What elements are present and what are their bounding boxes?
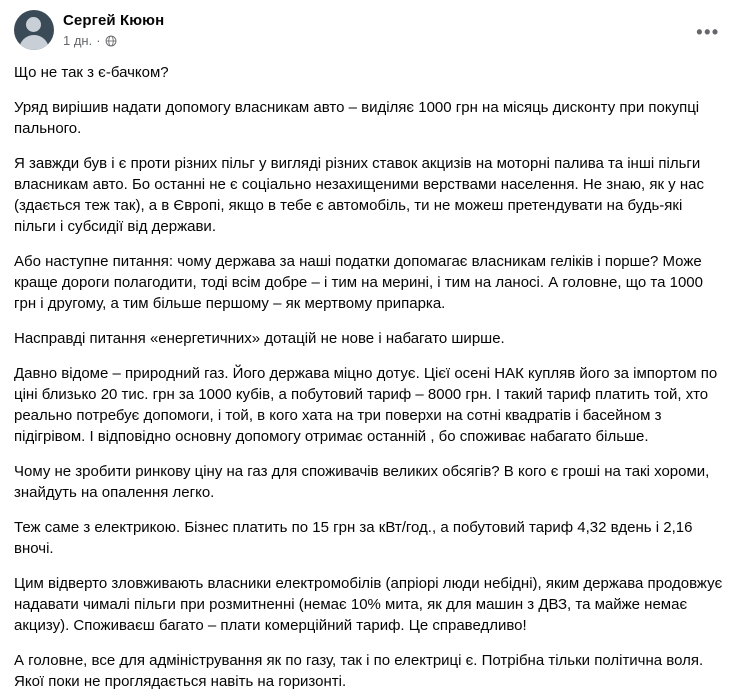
- post-header-text: [63, 10, 164, 49]
- avatar[interactable]: [14, 10, 54, 50]
- post-paragraph: Або наступне питання: чому держава за наші податки допомагає власникам геліків і порше? Може краще дороги полагодити, тоді всім добре – і тим на мерині, і тим на ланосі. А головне, що та 1000 грн і другому, а тим більше першому – як мертвому припарка.: [14, 253, 703, 312]
- post-paragraph: Чому не зробити ринкову ціну на газ для споживачів великих обсягів? В кого є гроші на такі хороми, знайдуть на опалення легко.: [14, 463, 710, 501]
- post-paragraph: Уряд вирішив надати допомогу власникам авто – виділяє 1000 грн на місяць дисконту при покупці пального.: [14, 99, 700, 137]
- post-options-button[interactable]: •••: [696, 21, 720, 42]
- post-paragraph: Давно відоме – природний газ. Його держава міцно дотує. Цієї осені НАК купляв його за імпортом по ціні близько 20 тис. грн за 1000 кубів, а побутовий тариф – 8000 грн. І такий тариф платить той, хто реально потребує допомоги, і той, в кого хата на три поверхи на сотні квадратів і басейном з підігрівом. І відповідно основну допомогу отримає останній , бо споживає набагато більше.: [14, 365, 718, 445]
- post-meta: [63, 32, 164, 49]
- post-paragraph: А головне, все для адміністрування як по газу, так і по електриці є. Потрібна тільки політична воля. Якої поки не проглядається навіть на горизонті.: [14, 652, 704, 690]
- post-paragraph: Теж саме з електрикою. Бізнес платить по 15 грн за кВт/год., а побутовий тариф 4,32 вдень і 2,16 вночі.: [14, 519, 693, 557]
- avatar-body-shape: [19, 35, 49, 50]
- post-timestamp[interactable]: 1 дн.: [63, 33, 93, 48]
- post-paragraph: Що не так з є-бачком?: [14, 64, 169, 81]
- post-paragraph: Я завжди був і є проти різних пільг у вигляді різних ставок акцизів на моторні палива та інші пільги власникам авто. Бо останні не є соціально незахищеними верствами населення. Не знаю, як у нас (здається теж так), а в Європі, якщо в тебе є автомобіль, ти не можеш претендувати на будь-які пільги і субсидії від держави.: [14, 155, 704, 235]
- globe-icon: [105, 35, 117, 47]
- post-header: [14, 10, 726, 56]
- meta-separator: ·: [96, 33, 101, 48]
- author-name[interactable]: Сергей Кююн: [63, 12, 165, 29]
- post-body: [14, 56, 726, 692]
- avatar-head-shape: [26, 17, 41, 32]
- post-paragraph: Цим відверто зловживають власники електромобілів (апріорі люди небідні), яким держава продовжує надавати чималі пільги при розмитненні (немає 10% мита, як для машин з ДВЗ, та майже немає акцизу). Споживаєш багато – плати комерційний тариф. Це справедливо!: [14, 575, 723, 634]
- post-paragraph: Насправді питання «енергетичних» дотацій не нове і набагато ширше.: [14, 330, 505, 347]
